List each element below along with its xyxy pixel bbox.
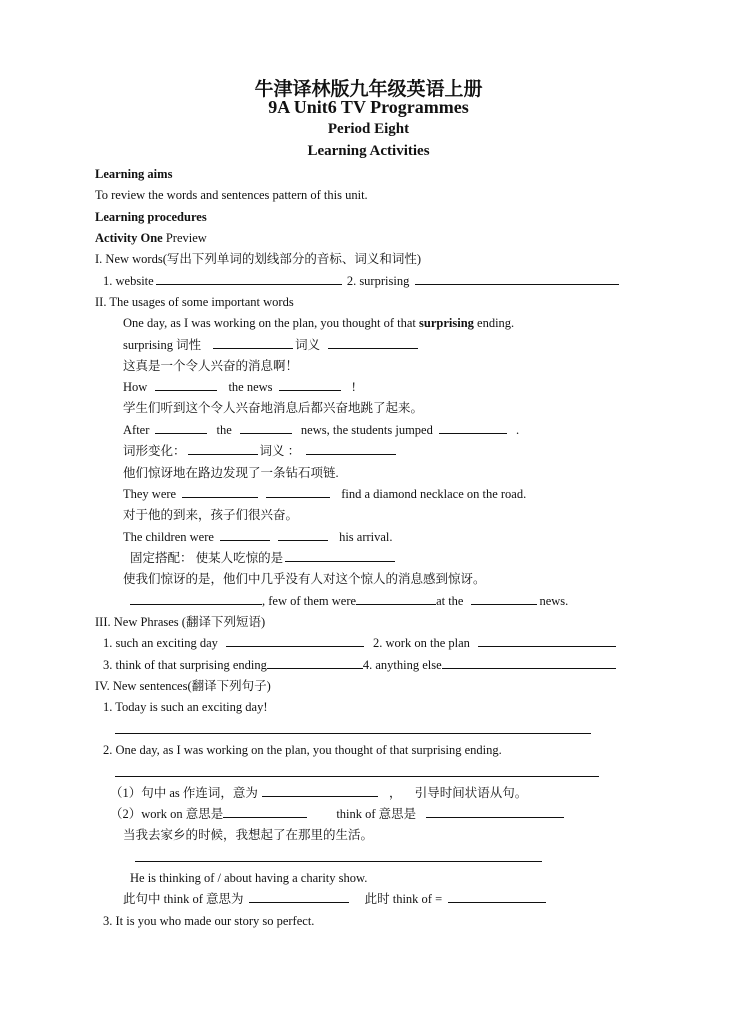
meaning-label: 词义	[295, 338, 321, 352]
answer-blank[interactable]	[213, 337, 293, 349]
example-sentence-part: ending.	[477, 316, 515, 330]
answer-blank[interactable]	[267, 657, 363, 669]
answer-blank[interactable]	[478, 635, 616, 647]
new-word-2-label: 2. surprising	[346, 274, 410, 288]
answer-blank[interactable]	[356, 593, 436, 605]
answer-blank[interactable]	[426, 806, 564, 818]
answer-blank[interactable]	[306, 443, 396, 455]
fill-line-text: the news	[228, 380, 273, 394]
answer-blank[interactable]	[240, 422, 292, 434]
fill-line-text: find a diamond necklace on the road.	[341, 487, 527, 501]
worksheet-title: 牛津译林版九年级英语上册	[254, 78, 483, 100]
note-2	[110, 806, 566, 822]
section-2-heading: II. The usages of some important words	[95, 295, 294, 309]
fill-line-text: his arrival.	[339, 530, 393, 544]
example-sentence	[123, 315, 514, 331]
activity-one-name: Preview	[165, 231, 207, 245]
section-4-heading: IV. New sentences(翻译下列句子)	[95, 679, 271, 693]
answer-line[interactable]	[115, 733, 591, 734]
answer-blank[interactable]	[471, 593, 537, 605]
fill-line-text: , few of them were	[262, 594, 357, 608]
phrase-label: 4. anything else	[362, 658, 442, 672]
fill-line	[130, 593, 568, 609]
word-class-line	[123, 337, 420, 353]
word-forms-line	[123, 443, 398, 459]
answer-blank[interactable]	[262, 785, 378, 797]
learning-aims-text: To review the words and sentences pattern of this unit.	[95, 188, 368, 202]
answer-blank[interactable]	[328, 337, 418, 349]
word-class-label: surprising 词性	[123, 338, 202, 352]
fill-line-text: After	[123, 423, 150, 437]
note-1	[110, 785, 527, 801]
answer-blank[interactable]	[448, 891, 546, 903]
fixed-collocation-line	[130, 550, 397, 566]
fill-line	[123, 486, 526, 502]
note-text: 引导时间状语从句。	[414, 786, 528, 800]
fill-line-text: They were	[123, 487, 177, 501]
chinese-sentence: 使我们惊讶的是，他们中几乎没有人对这个惊人的消息感到惊讶。	[123, 572, 486, 586]
answer-blank[interactable]	[226, 635, 364, 647]
note-text: ，	[389, 786, 402, 800]
answer-blank[interactable]	[188, 443, 258, 455]
chinese-sentence: 当我去家乡的时候，我想起了在那里的生活。	[123, 828, 374, 842]
word-forms-label: 词形变化：	[123, 444, 186, 458]
answer-blank[interactable]	[130, 593, 262, 605]
answer-blank[interactable]	[156, 273, 342, 285]
note-text: （1）句中 as 作连词，意为	[110, 786, 258, 800]
chinese-sentence: 学生们听到这个令人兴奋地消息后都兴奋地跳了起来。	[123, 401, 424, 415]
answer-blank[interactable]	[279, 379, 341, 391]
phrase-label: 2. work on the plan	[373, 636, 470, 650]
chinese-sentence: 他们惊讶地在路边发现了一条钻石项链.	[123, 466, 339, 480]
new-word-1	[103, 273, 621, 289]
chinese-sentence: 对于他的到来，孩子们很兴奋。	[123, 508, 299, 522]
fill-line-text: news.	[539, 594, 569, 608]
answer-blank[interactable]	[220, 529, 270, 541]
chinese-sentence: 这真是一个令人兴奋的消息啊！	[123, 359, 299, 373]
sentence-1: 1. Today is such an exciting day!	[103, 700, 268, 714]
answer-blank[interactable]	[155, 379, 217, 391]
answer-line[interactable]	[135, 861, 542, 862]
activity-one-line	[95, 230, 207, 246]
answer-blank[interactable]	[278, 529, 328, 541]
fill-line-text: The children were	[123, 530, 214, 544]
sentence-3: 3. It is you who made our story so perfect.	[103, 914, 315, 928]
answer-blank[interactable]	[285, 550, 395, 562]
meaning-label: 词义 ：	[259, 444, 301, 458]
phrase-label: 1. such an exciting day	[103, 636, 218, 650]
fill-line-text: How	[123, 380, 148, 394]
note-text: think of 意思是	[336, 807, 417, 821]
answer-blank[interactable]	[223, 806, 307, 818]
new-word-1-label: 1. website	[103, 274, 154, 288]
fill-line-text: .	[515, 423, 520, 437]
fill-line-text: news, the students jumped	[300, 423, 433, 437]
answer-blank[interactable]	[439, 422, 507, 434]
answer-blank[interactable]	[442, 657, 616, 669]
activity-one-label: Activity One	[95, 231, 163, 245]
learning-aims-heading: Learning aims	[95, 167, 173, 181]
phrase-label: 3. think of that surprising ending	[103, 658, 267, 672]
answer-blank[interactable]	[266, 486, 330, 498]
example-sentence-part: One day, as I was working on the plan, you thought of that	[123, 316, 416, 330]
section-1-heading: I. New words(写出下列单词的划线部分的音标、词义和词性)	[95, 252, 422, 266]
unit-title: 9A Unit6 TV Programmes	[268, 97, 469, 117]
note-3	[123, 891, 548, 907]
answer-blank[interactable]	[249, 891, 349, 903]
answer-blank[interactable]	[182, 486, 258, 498]
phrase-line	[103, 657, 616, 673]
section-3-heading: III. New Phrases (翻译下列短语)	[95, 615, 266, 629]
phrase-line	[103, 635, 618, 651]
fill-line-text: the	[216, 423, 232, 437]
learning-procedures-heading: Learning procedures	[95, 210, 207, 224]
period-title: Period Eight	[327, 121, 410, 137]
answer-blank[interactable]	[155, 422, 207, 434]
fill-line-text: !	[351, 380, 356, 394]
answer-line[interactable]	[115, 776, 599, 777]
fill-line	[123, 422, 519, 438]
highlighted-word: surprising	[419, 316, 474, 330]
note-text: （2）work on 意思是	[110, 807, 224, 821]
sentence-2: 2. One day, as I was working on the plan, you thought of that surprising ending.	[103, 743, 502, 757]
fill-line	[123, 379, 356, 395]
fixed-collocation-text: 固定搭配： 使某人吃惊的是	[130, 551, 284, 565]
note-text: 此时 think of =	[364, 892, 443, 906]
answer-blank[interactable]	[415, 273, 619, 285]
example-sentence: He is thinking of / about having a charity show.	[130, 871, 368, 885]
fill-line	[123, 529, 393, 545]
note-text: 此句中 think of 意思为	[123, 892, 244, 906]
fill-line-text: at the	[436, 594, 464, 608]
activities-title: Learning Activities	[307, 143, 430, 159]
